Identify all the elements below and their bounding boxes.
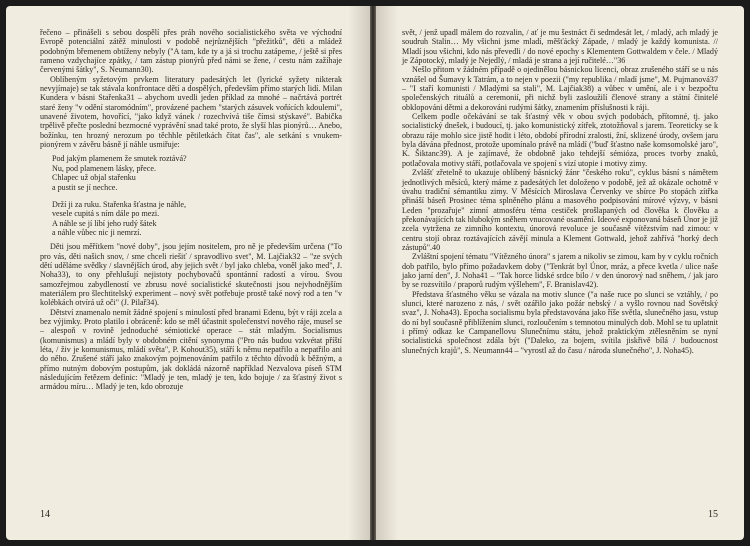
left-page-text (40, 28, 342, 392)
right-page (376, 6, 744, 540)
poem-line: a náhle vůbec nic ji nemrzí. (52, 227, 142, 237)
page-number-right: 15 (708, 509, 718, 520)
paragraph: svět, / jenž upadl málem do rozvalin, / ať je mu šestnáct či sedmdesát let, / mladý, ach mladý je soudruh Stalin… My všichni jsme mladí, měšťácký Západe, / mladý je každý komunista. // Mladí jsou všichni, kdo nás převedli / do nové epochy s Klementem Gottwaldem v čele. / Mladý je Zápotocký, mladý je Nejedlý, / mladá je strana a její ručitelé…"36 (402, 28, 718, 66)
paragraph: Celkem podle očekávání se tak šťastný věk v obou svých podobách, přítomné, tj. jako socialistický dnešek, i budoucí, tj. jako komunistický zítřek, ztotožňoval s jarem. Teoreticky se k obrazu ráje mohlo sice jistě hodit i léto, období přírodní zralosti, žní, sklizené úrody, ovšem jaru byla dávána přednost, protože upomínalo právě na mládí ("buď šťastno naše komsomolské jaro", K. Šiktanc39). A je zajímavé, že obdobně jako tehdejší sémióza, proces tvorby znaků, potlačovala motivy stáří, potlačovala ve spojení s vizí utopie i motivy zimy. (402, 112, 718, 168)
paragraph: řečeno – přinášeli s sebou dospělí přes práh nového socialistického světa ve východní Evropě potenciální zátěž minulosti v podobě nejrůznějších "přežitků", děti a mládež podobným břemenem obtíženy nebyly ("A tam, kde ty a já si trochu zatápeme, / ještě si přes rameno vzdychajíce zpátky, / tam zástup pionýrů před námi se žene, / cestu nám zažíhaje červenými šátky", S. Neumann30). (40, 28, 342, 75)
paragraph: Oblíbeným syžetovým prvkem literatury padesátých let (lyrické syžety nikterak nevyjímaje) se tak stávala konfrontace dětí a dospělých, především přímo starých lidí. Milan Kundera v básni Stařenka31 – abychom uvedli jeden příklad za mnohé – načrtává portrét staré ženy "v odění staromódním", provázené pachem "starých zásuvek voňících kdoulemi", unavené životem, hovořící, "jako když vánek / rozechvívá tiše čímsi stýskavé". Babička trpělivě přečte poslední bezmocné vyprávění snad také proto, že slyší hlas pionýrů… Anebo, božínku, ten hrozný nerozum po těchhle pětiletkách čítat čas", ale setkání s vnukem-pionýrem v závěru básně jí náhle usmiřuje: (40, 74, 342, 150)
poem-line: Chlapec už objal stařenku (52, 173, 136, 183)
poem-line: Nu, pod plamenem lásky, přece. (52, 163, 156, 173)
poem-line: vesele cupitá s ním dále po mezi. (52, 209, 160, 219)
paragraph: Nešlo přitom v žádném případě o ojedinělou básnickou licenci, obraz zrušeného stáří se u nás vznášel od Šumavy k Tatrám, a to nejen v poezii ("my republika / mladí jsme", M. Pujmanová37 – "I staří komunisti / Mladými sa stali", M. Lajčiak38) a vůbec v umění, ale i v bezpočtu společenských rituálů a ceremonií, při nichž byli zasloužilí členové strany a státní činitelé obklopováni dětmi a dekorováni rudými šátky, znamením příslušnosti k ráji. (402, 65, 718, 112)
poem-line: a pustit se jí nechce. (52, 182, 118, 192)
paragraph: Zvláštní spojení tématu "Vítězného února" s jarem a nikoliv se zimou, kam by v cyklu ročních dob patřilo, bylo přímo požadavkem doby ("Tenkrát byl Únor, mráz, a přece kvetla / ulice naše jako jarní den", J. Noha41 – "Tak horce lidské srdce bilo / v den únorový nad sněhem, / jak jaro by se rozsvítilo / praporů rudým výšlehem", F. Branislav42). (402, 252, 719, 290)
paragraph: Děti jsou měřítkem "nové doby", jsou jejím nositelem, pro ně je především určena ("To pro vás, děti našich snov, / sme chceli riešiť / spravodlivo svet", M. Lajčiak32 – "ze svých dětí uděláme svědky / slavnějších úrod, aby jejich svět / byl jako chleba, voněl jako med", J. Noha33), to ony přehlušují nejistoty pochybovačů spontánní radostí a vírou. Svou samozřejmou zabydleností ve zbrusu nové socialistické skutečnosti jsou nejvhodnějším materiálem pro šlechtitelský experiment – nový svět potřebuje prostě také nový rod a ten "v kolébkách otvírá už oči" (J. Pilař34). (40, 242, 342, 308)
stanza-break (52, 192, 342, 200)
poem-line: Drží ji za ruku. Stařenka šťastna je náhle, (52, 199, 187, 209)
right-page-text (402, 28, 718, 355)
paragraph: Představa šťastného věku se vázala na motiv slunce ("a naše ruce po slunci se vztáhly, / po slunci, které narozeno z nás, / svět ozářilo jako požár nebský / a vyšlo rovnou nad Sovětský svaz", J. Noha43). Epocha socialismu byla představována jako říše světla, slunečného jasu, vstup do ní byl současně přiblížením slunci, rozloučením s temnotou minulých dob. Mohl se tu uplatnit i přímý odkaz ke Campanellovu Slunečnímu státu, jehož praktickým ztělesněním se nyní socialistická společnost zdála být ("Daleko, za bojem, svítila jiskřivě bílá / budoucnost slunečných krajů", S. Neumann44 – "vyrostl až do času / národa slunečného", J. Noha45). (402, 289, 718, 355)
poem-line: A náhle se jí líbí jeho rudý šátek (52, 218, 157, 228)
paragraph: Dětství znamenalo nemít žádné spojení s minulostí před branami Edenu, být v ráji zcela a bez výjimky. Proto platilo i obráceně: kdo se měl účastnit společenství nového ráje, musel se – alespoň v rovině jednoduché sémiotické operace – stát mladým. Socialismus (komunismus) a mládí byly v obdobném citění synonyma ("Pro nás budou vzkvétat příští léta, / živ je komunismus, mládí světa", P. Kohout35), stáří k němu nepatřilo a nepatřilo ani do něho. Zrušené stáří jako znakovým pojmenováním patřilo z těchto důvodů k běžným, a přímo nutným dobovým postupům, jak dokládá názorně například Nezvalova píseň STM následujícím řetězem definic: "Mladý je ten, mladý je ten, kdo bojuje / za šťastný život s armádou míru… Mladý je ten, kdo obrozuje (40, 307, 342, 392)
page-number-left: 14 (40, 509, 50, 520)
left-page (6, 6, 370, 540)
poem (52, 154, 342, 237)
book-spread (6, 6, 744, 540)
poem-line: Pod jakým plamenem že smutek roztává? (52, 154, 187, 164)
paragraph: Zvlášť zřetelně to ukazuje oblíbený básnický žánr "českého roku", cyklus básní s námětem jednotlivých měsíců, který máme z padesátých let doloženo v podobě, jež až okázale ochotně v úvahu tradiční sémantiku zimy. V Měsících Miroslava Červenky ve sbírce Po stopách zítřka přináší báseň Prosinec téma splněného plánu a masového podpisování mírové výzvy, v básni Leden "prozařuje" zimní atmosféru téma cestiček prošlapaných od člověka k člověku a překonávajících tak hlubokým sněhem vnucované osamění. Ideové exponovaná báseň Únor je již zcela vytržena ze zimního kontextu, únorová revoluce je současně vítězstvím nad zimou: v centru stojí obraz roztávajících závějí minula a Klement Gottwald, jehož zahřívá "horký dech zástupů".40 (402, 168, 718, 252)
